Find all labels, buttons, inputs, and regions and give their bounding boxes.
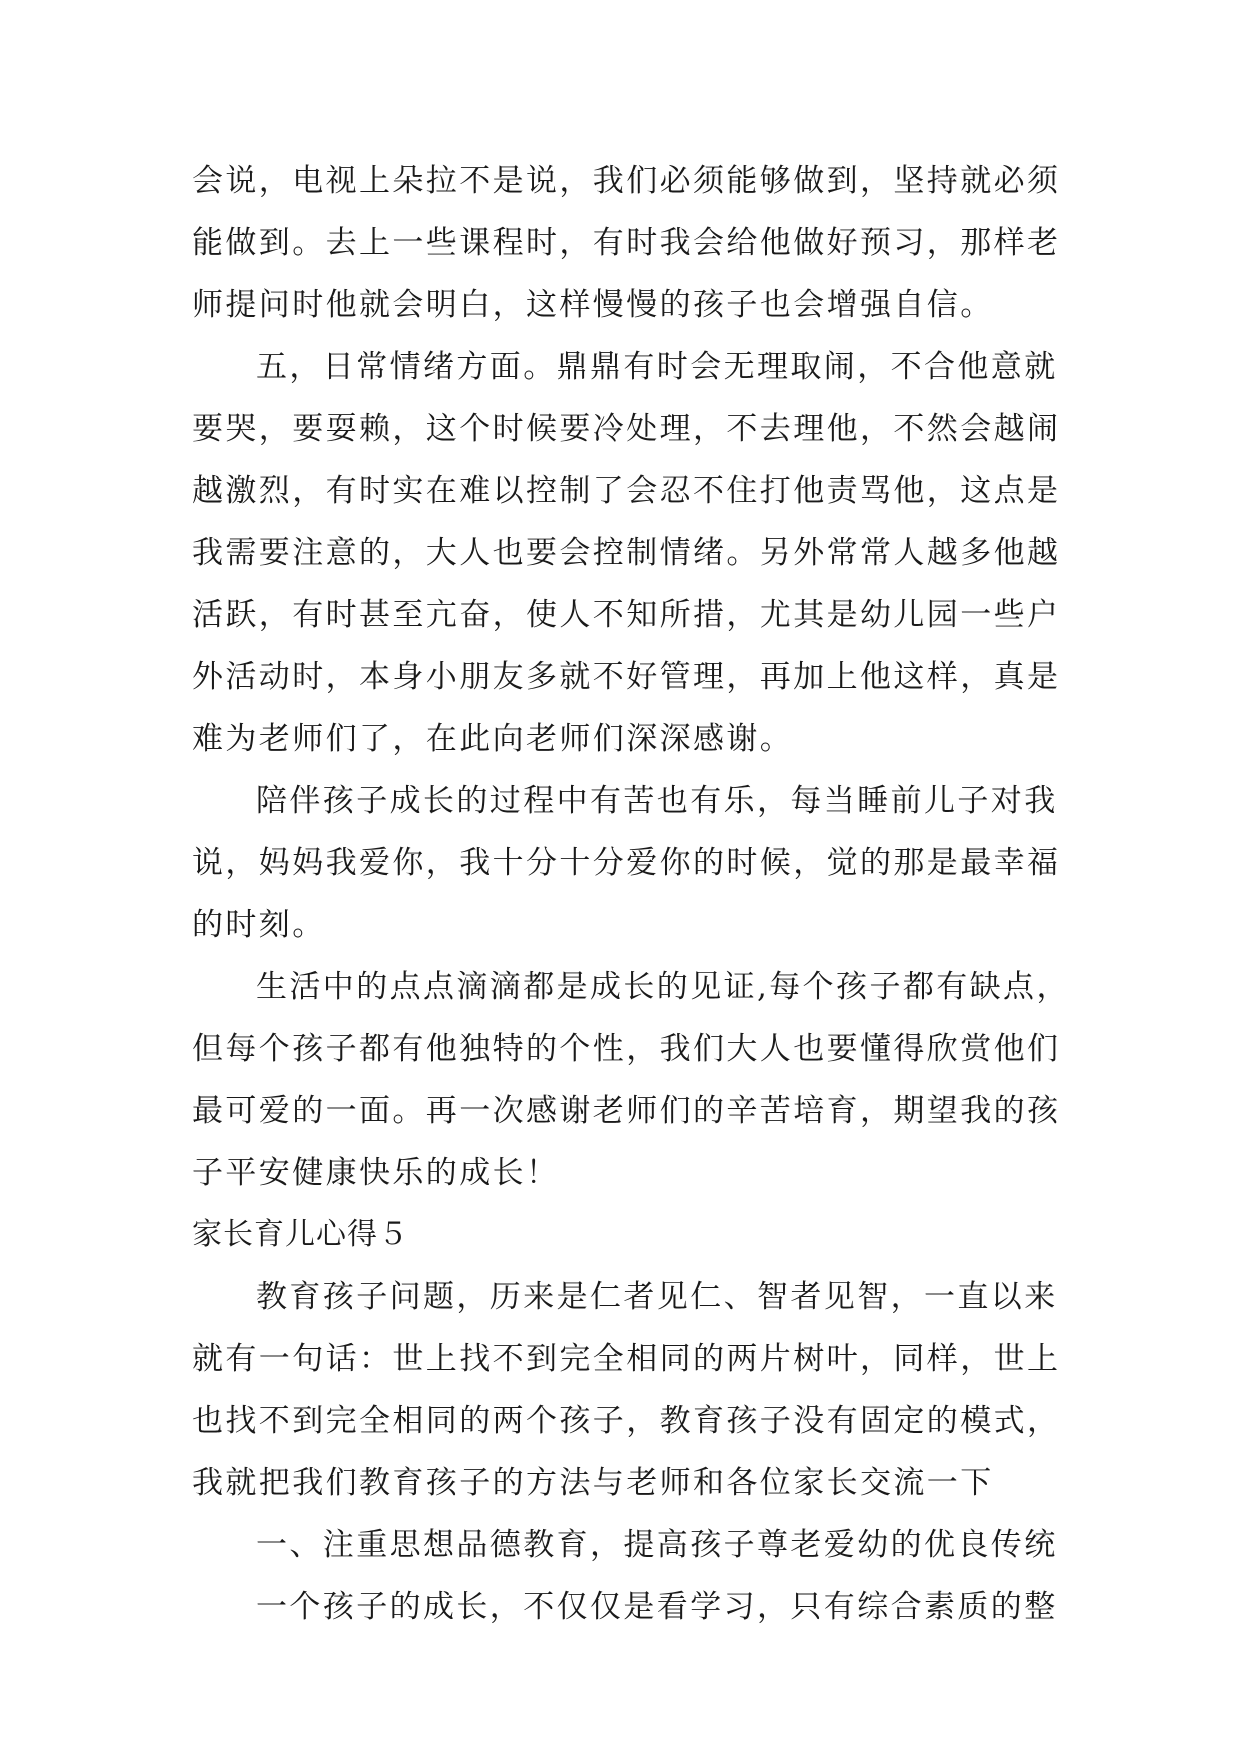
paragraph-line: 一个孩子的成长，不仅仅是看学习，只有综合素质的整: [256, 1589, 1058, 1625]
paragraph-line: 子平安健康快乐的成长！: [192, 1155, 560, 1191]
paragraph-line: 最可爱的一面。再一次感谢老师们的辛苦培育，期望我的孩: [192, 1093, 1061, 1129]
paragraph-line: 难为老师们了，在此向老师们深深感谢。: [192, 721, 794, 757]
paragraph-line: 越激烈，有时实在难以控制了会忍不住打他责骂他，这点是: [192, 473, 1061, 509]
section-heading: 家长育儿心得５: [192, 1217, 409, 1252]
paragraph-line: 陪伴孩子成长的过程中有苦也有乐，每当睡前儿子对我: [256, 783, 1058, 819]
paragraph-line: 我就把我们教育孩子的方法与老师和各位家长交流一下: [192, 1465, 994, 1501]
paragraph-line: 说，妈妈我爱你，我十分十分爱你的时候，觉的那是最幸福: [192, 845, 1061, 881]
paragraph-line: 外活动时，本身小朋友多就不好管理，再加上他这样，真是: [192, 659, 1061, 695]
paragraph-line: 五，日常情绪方面。鼎鼎有时会无理取闹，不合他意就: [256, 349, 1058, 385]
paragraph-line: 要哭，要耍赖，这个时候要冷处理，不去理他，不然会越闹: [192, 411, 1061, 447]
paragraph-line: 我需要注意的，大人也要会控制情绪。另外常常人越多他越: [192, 535, 1061, 571]
paragraph-line: 就有一句话：世上找不到完全相同的两片树叶，同样，世上: [192, 1341, 1061, 1377]
paragraph-line: 能做到。去上一些课程时，有时我会给他做好预习，那样老: [192, 225, 1061, 261]
paragraph-line: 会说，电视上朵拉不是说，我们必须能够做到，坚持就必须: [192, 163, 1061, 199]
paragraph-line: 教育孩子问题，历来是仁者见仁、智者见智，一直以来: [256, 1279, 1058, 1315]
paragraph-line: 也找不到完全相同的两个孩子，教育孩子没有固定的模式，: [192, 1403, 1061, 1439]
paragraph-line: 活跃，有时甚至亢奋，使人不知所措，尤其是幼儿园一些户: [192, 597, 1061, 633]
paragraph-line: 但每个孩子都有他独特的个性，我们大人也要懂得欣赏他们: [192, 1031, 1061, 1067]
paragraph-line: 师提问时他就会明白，这样慢慢的孩子也会增强自信。: [192, 287, 994, 323]
paragraph-line: 生活中的点点滴滴都是成长的见证,每个孩子都有缺点，: [256, 969, 1070, 1005]
paragraph-line: 一、注重思想品德教育，提高孩子尊老爱幼的优良传统: [256, 1527, 1058, 1563]
document-page: [192, 150, 1070, 1638]
paragraph-line: 的时刻。: [192, 907, 326, 943]
